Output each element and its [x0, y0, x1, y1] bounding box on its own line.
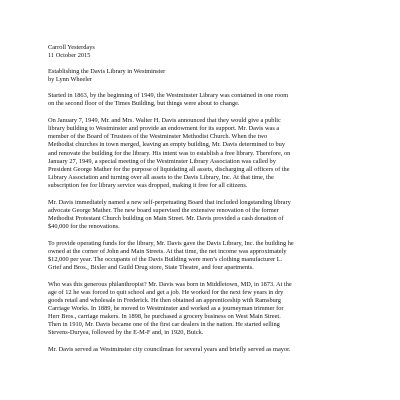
paragraph-line: library building to Westminster and provide an endowment for its support. Mr. Davis was a: [48, 125, 280, 133]
paragraph-line: Herr Bros., carriage makers. In 1898, he purchased a grocery business on West Main Street.: [48, 312, 281, 320]
paragraph-line: To provide operating funds for the library, Mr. Davis gave the Davis Library, Inc. the building he: [48, 239, 294, 247]
paragraph-line: Grief and Bros., Bixler and Guild Drug store, State Theatre, and four apartments.: [48, 263, 254, 271]
paragraph: [48, 199, 367, 231]
paragraph-line: President George Mather for the purpose of liquidating all assets, discharging all officers of the: [48, 165, 290, 173]
paragraph: [48, 92, 367, 108]
paragraph: [48, 117, 367, 190]
header-block: [48, 44, 367, 60]
paragraph-line: Then in 1910, Mr. Davis became one of the first car dealers in the nation. He started selling: [48, 321, 280, 328]
title-block: [48, 68, 367, 84]
paragraph-line: owned at the corner of John and Main Streets. At that time, the net income was approximately: [48, 247, 287, 255]
article-body: [48, 92, 367, 354]
paragraph-line: goods retail and wholesale in Frederick. He then obtained an apprenticeship with Ramsburg: [48, 296, 281, 304]
article-byline: by Lynn Wheeler: [48, 76, 92, 84]
paragraph-line: Methodist Protestant Church building on Main Street. Mr. Davis provided a cash donation of: [48, 214, 284, 222]
paragraph-line: Methodist churches in town merged, leaving an empty building, Mr. Davis determined to buy: [48, 141, 286, 149]
paragraph-line: advocate George Mather. The new board supervised the extensive renovation of the former: [48, 206, 279, 214]
paragraph-line: Started in 1863, by the beginning of 1949, the Westminster Library was contained in one room: [48, 92, 289, 100]
paragraph-line: Mr. Davis immediately named a new self-perpetuating Board that included longstanding library: [48, 198, 291, 206]
paragraph-line: subscription fee for library service was dropped, making it free for all citizens.: [48, 181, 248, 189]
paragraph-line: Mr. Davis served as Westminster city councilman for several years and briefly served as mayor.: [48, 345, 291, 353]
paragraph-line: Stevens-Duryea, followed by the E-M-F and, in 1920, Buick.: [48, 329, 204, 337]
paragraph-line: $40,000 for the renovations.: [48, 222, 120, 230]
publication-date: 11 October 2015: [48, 52, 91, 60]
paragraph-line: age of 12 he was forced to quit school and get a job. He worked for the next few years in dry: [48, 288, 284, 296]
article-title: Establishing the Davis Library in Westminster: [48, 68, 166, 76]
paragraph-line: member of the Board of Trustees of the Westminster Methodist Church. When the two: [48, 133, 268, 141]
paragraph-line: January 27, 1949, a special meeting of the Westminster Library Association was called by: [48, 157, 276, 165]
paragraph-line: and renovate the building for the library. His intent was to establish a free library. Therefore, on: [48, 149, 291, 157]
paragraph: [48, 281, 367, 338]
paragraph: [48, 346, 367, 354]
paragraph-line: $12,000 per year. The occupants of the Davis Building were men’s clothing manufacturer L.: [48, 255, 283, 263]
publication-name: Carroll Yesterdays: [48, 44, 95, 51]
paragraph-line: Library Association and turning over all assets to the Davis Library, Inc. At that time, the: [48, 173, 274, 181]
paragraph-line: On January 7, 1949, Mr. and Mrs. Walter H. Davis announced that they would give a public: [48, 117, 281, 125]
paragraph: [48, 240, 367, 272]
paragraph-line: Carriage Works. In 1889, he moved to Westminster and worked as a journeyman trimmer for: [48, 304, 284, 312]
paragraph-line: on the second floor of the Times Building, but things were about to change.: [48, 100, 240, 108]
paragraph-line: Who was this generous philanthropist? Mr. Davis was born in Middletown, MD, in 1873. At the: [48, 280, 292, 288]
